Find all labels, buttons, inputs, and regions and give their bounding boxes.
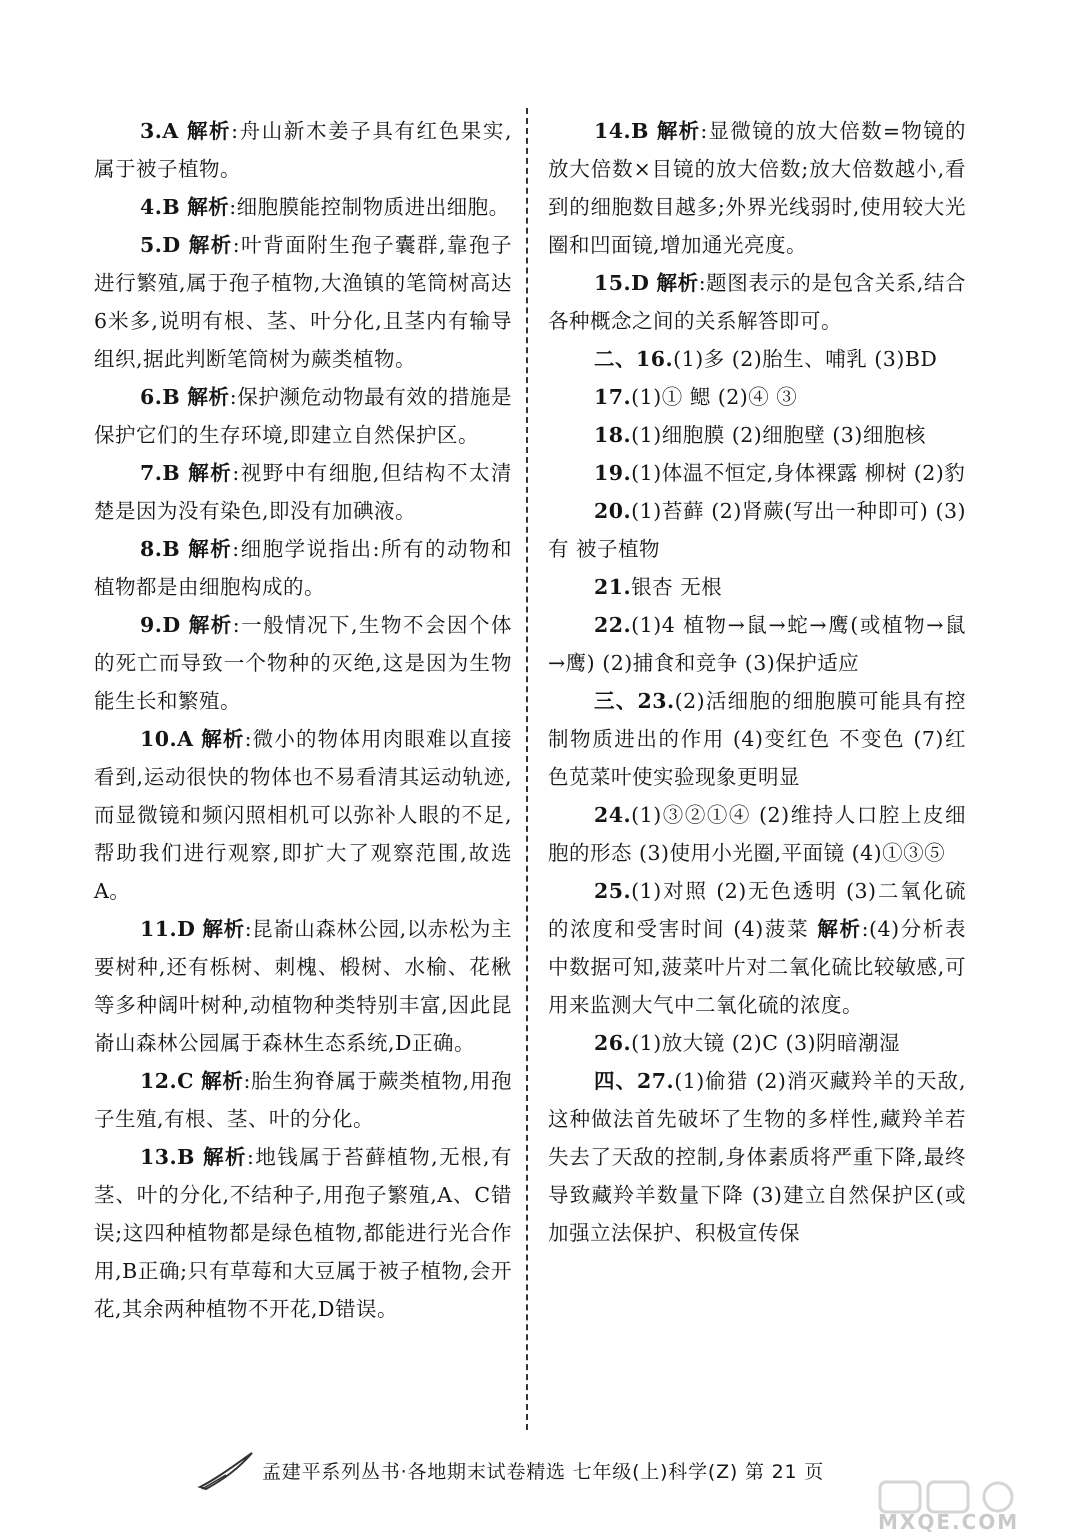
answer-number: 8.B [140, 537, 181, 561]
answer-item [94, 226, 512, 378]
answer-number: 19. [594, 461, 632, 485]
answer-item [548, 112, 966, 264]
answer-item [94, 606, 512, 720]
answer-item [548, 872, 966, 1024]
answer-text: :地钱属于苔藓植物,无根,有茎、叶的分化,不结种子,用孢子繁殖,A、C错误;这四种植物都是绿色植物,都能进行光合作用,B正确;只有草莓和大豆属于被子植物,会开花,其余两种植物不开花,D错误。 [94, 1145, 512, 1321]
answer-number: 18. [594, 423, 632, 447]
answer-text: (1)细胞膜 (2)细胞壁 (3)细胞核 [631, 423, 926, 447]
answer-number: 11.D [140, 917, 196, 941]
answer-item [548, 1024, 966, 1062]
answer-item [94, 1062, 512, 1138]
answer-number: 二、16. [594, 347, 674, 371]
answer-item [548, 796, 966, 872]
answer-item [548, 378, 966, 416]
answer-item [94, 720, 512, 910]
answer-number: 15.D [594, 271, 650, 295]
answer-text: :题图表示的是包含关系,结合各种概念之间的关系解答即可。 [548, 271, 966, 333]
watermark-logo-icon [878, 1480, 1048, 1514]
answer-text: :胎生狗脊属于蕨类植物,用孢子生殖,有根、茎、叶的分化。 [94, 1069, 512, 1131]
answer-number: 24. [594, 803, 632, 827]
answer-number: 三、23. [594, 689, 675, 713]
answer-text: (1)偷猎 (2)消灭藏羚羊的天敌,这种做法首先破坏了生物的多样性,藏羚羊若失去了天敌的控制,身体素质将严重下降,最终导致藏羚羊数量下降 (3)建立自然保护区(或加强立法保护、积极宣传保 [548, 1069, 967, 1245]
answer-text: :显微镜的放大倍数=物镜的放大倍数×目镜的放大倍数;放大倍数越小,看到的细胞数目越多;外界光线弱时,使用较大光圈和凹面镜,增加通光亮度。 [548, 119, 966, 257]
analysis-label: 解析 [187, 195, 230, 219]
answer-text: 银杏 无根 [631, 575, 723, 599]
answer-item [548, 1062, 966, 1252]
analysis-label: 解析 [201, 727, 245, 751]
answer-number: 17. [594, 385, 632, 409]
answer-text: :细胞膜能控制物质进出细胞。 [229, 195, 510, 219]
answer-number: 4.B [140, 195, 181, 219]
answer-text: :叶背面附生孢子囊群,靠孢子进行繁殖,属于孢子植物,大渔镇的笔筒树高达6米多,说明有根、茎、叶分化,且茎内有输导组织,据此判断笔筒树为蕨类植物。 [94, 233, 512, 371]
answer-text: :昆嵛山森林公园,以赤松为主要树种,还有栎树、刺槐、椴树、水榆、花楸等多种阔叶树种,动植物种类特别丰富,因此昆嵛山森林公园属于森林生态系统,D正确。 [94, 917, 512, 1055]
answer-item [94, 910, 512, 1062]
answer-item [548, 340, 966, 378]
answer-text: (1)① 鳃 (2)④ ③ [631, 385, 798, 409]
analysis-label: 解析 [188, 461, 233, 485]
answer-item [548, 416, 966, 454]
watermark [878, 1480, 1058, 1534]
answer-item [548, 454, 966, 492]
answer-item [548, 606, 966, 682]
answer-number: 14.B [594, 119, 649, 143]
footer-text: 孟建平系列丛书·各地期末试卷精选 七年级(上)科学(Z) 第 21 页 [262, 1461, 825, 1483]
answer-number: 21. [594, 575, 632, 599]
analysis-label: 解析 [188, 233, 233, 257]
analysis-label: 解析 [203, 1145, 247, 1169]
answer-text: (1)对照 (2)无色透明 (3)二氧化硫的浓度和受害时间 (4)菠菜 [548, 879, 966, 941]
left-column [94, 112, 512, 1328]
right-column [548, 112, 966, 1252]
answer-text: (1)4 植物→鼠→蛇→鹰(或植物→鼠→鹰) (2)捕食和竞争 (3)保护适应 [548, 613, 966, 675]
answer-item [548, 682, 966, 796]
answer-item [94, 1138, 512, 1328]
analysis-label: 解析 [817, 917, 862, 941]
answer-text: (1)多 (2)胎生、哺乳 (3)BD [673, 347, 938, 371]
answer-text: :细胞学说指出:所有的动物和植物都是由细胞构成的。 [94, 537, 512, 599]
answer-text: (2)活细胞的细胞膜可能具有控制物质进出的作用 (4)变红色 不变色 (7)红色苋菜叶使实验现象更明显 [548, 689, 966, 789]
answer-number: 6.B [140, 385, 181, 409]
answer-item [94, 112, 512, 188]
answer-text: :舟山新木姜子具有红色果实,属于被子植物。 [94, 119, 512, 181]
answer-number: 22. [594, 613, 632, 637]
answer-number: 26. [594, 1031, 632, 1055]
answer-number: 25. [594, 879, 632, 903]
answer-text: :微小的物体用肉眼难以直接看到,运动很快的物体也不易看清其运动轨迹,而显微镜和频闪照相机可以弥补人眼的不足,帮助我们进行观察,即扩大了观察范围,故选A。 [94, 727, 513, 903]
answer-item [94, 454, 512, 530]
analysis-label: 解析 [188, 537, 233, 561]
answer-item [94, 188, 512, 226]
analysis-label: 解析 [201, 1069, 244, 1093]
answer-text: :保护濒危动物最有效的措施是保护它们的生存环境,即建立自然保护区。 [94, 385, 513, 447]
answer-item [94, 530, 512, 606]
answer-number: 四、27. [594, 1069, 675, 1093]
answer-text: (1)③②①④ (2)维持人口腔上皮细胞的形态 (3)使用小光圈,平面镜 (4)①③⑤ [548, 803, 966, 865]
answer-item [94, 378, 512, 454]
answer-item [548, 264, 966, 340]
analysis-label: 解析 [656, 119, 701, 143]
analysis-label: 解析 [187, 385, 230, 409]
answer-text: (1)体温不恒定,身体裸露 柳树 (2)豹 [631, 461, 966, 485]
answer-number: 12.C [140, 1069, 194, 1093]
analysis-label: 解析 [186, 119, 232, 143]
answer-number: 20. [594, 499, 632, 523]
answer-number: 10.A [140, 727, 194, 751]
answer-number: 7.B [140, 461, 181, 485]
analysis-text: :(4)分析表中数据可知,菠菜叶片对二氧化硫比较敏感,可用来监测大气中二氧化硫的浓度。 [548, 917, 966, 1017]
quill-logo-icon [196, 1449, 256, 1493]
answer-number: 9.D [140, 613, 181, 637]
answer-text: (1)苔藓 (2)肾蕨(写出一种即可) (3)有 被子植物 [548, 499, 966, 561]
column-divider [526, 108, 528, 1430]
answer-text: :一般情况下,生物不会因个体的死亡而导致一个物种的灭绝,这是因为生物能生长和繁殖。 [94, 613, 512, 713]
answer-text: (1)放大镜 (2)C (3)阴暗潮湿 [631, 1031, 901, 1055]
answer-number: 5.D [140, 233, 181, 257]
answer-number: 3.A [140, 119, 179, 143]
watermark-text: MXQE.COM [878, 1510, 1020, 1534]
answer-item [548, 492, 966, 568]
analysis-label: 解析 [188, 613, 233, 637]
analysis-label: 解析 [656, 271, 699, 295]
analysis-label: 解析 [202, 917, 245, 941]
answer-text: :视野中有细胞,但结构不太清楚是因为没有染色,即没有加碘液。 [94, 461, 512, 523]
answer-item [548, 568, 966, 606]
answer-number: 13.B [140, 1145, 195, 1169]
